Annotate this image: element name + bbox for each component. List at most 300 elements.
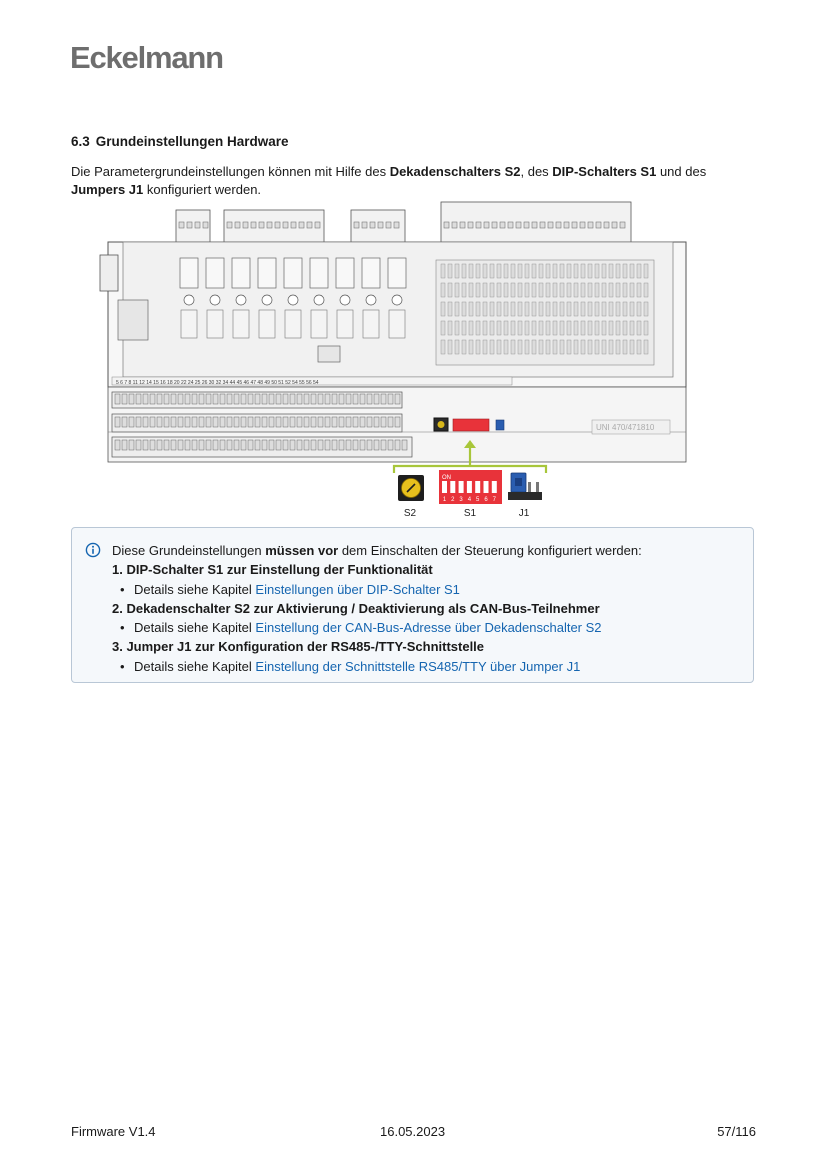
fin	[525, 302, 529, 316]
fin	[476, 302, 480, 316]
terminal-pin	[129, 394, 134, 404]
fin	[462, 264, 466, 278]
fin	[504, 264, 508, 278]
terminal-pin	[234, 394, 239, 404]
fin	[441, 321, 445, 335]
terminal-pin	[388, 417, 393, 427]
fin	[511, 340, 515, 354]
fin	[476, 340, 480, 354]
fin	[644, 283, 648, 297]
fin	[630, 321, 634, 335]
fin	[441, 340, 445, 354]
fin	[539, 321, 543, 335]
fin	[448, 340, 452, 354]
fin	[546, 283, 550, 297]
fin	[616, 302, 620, 316]
fin	[476, 321, 480, 335]
fin	[609, 340, 613, 354]
terminal-pin	[378, 222, 383, 228]
dip-switch-s1-zoom	[439, 470, 502, 504]
brand-logo: Eckelmann	[70, 40, 223, 75]
info-content	[112, 541, 642, 676]
terminal-pin	[548, 222, 553, 228]
fin	[581, 321, 585, 335]
terminal-pin	[199, 440, 204, 450]
terminal-pin	[199, 417, 204, 427]
terminal-pin	[508, 222, 513, 228]
terminal-pin	[394, 222, 399, 228]
fin	[490, 340, 494, 354]
fin	[623, 302, 627, 316]
info-item-detail	[112, 618, 642, 637]
fin	[539, 264, 543, 278]
terminal-pin	[604, 222, 609, 228]
info-intro-bold: müssen vor	[265, 543, 339, 558]
terminal-pin	[492, 222, 497, 228]
relay	[336, 258, 354, 288]
terminal-pin	[206, 394, 211, 404]
terminal-pin	[612, 222, 617, 228]
fin	[637, 321, 641, 335]
fin	[609, 321, 613, 335]
fin	[518, 283, 522, 297]
fin	[588, 283, 592, 297]
terminal-pin	[164, 440, 169, 450]
terminal-pin	[395, 394, 400, 404]
relay	[284, 258, 302, 288]
dip-number: 6	[484, 497, 488, 503]
section-title: Grundeinstellungen Hardware	[95, 134, 289, 149]
fin	[504, 321, 508, 335]
fin	[609, 302, 613, 316]
terminal-pin	[299, 222, 304, 228]
terminal-pin	[115, 440, 120, 450]
fin	[553, 264, 557, 278]
dip-number: 7	[492, 497, 496, 503]
detail-text: Details siehe Kapitel	[134, 581, 256, 597]
fin	[567, 283, 571, 297]
terminal-pin	[157, 394, 162, 404]
fin	[532, 264, 536, 278]
terminal-pin	[325, 417, 330, 427]
bullet: •	[120, 658, 125, 674]
info-item-heading: 2. Dekadenschalter S2 zur Aktivierung / Deaktivierung als CAN-Bus-Teilnehmer	[112, 600, 600, 616]
fin	[602, 283, 606, 297]
relay-screw	[392, 295, 402, 305]
fin	[581, 302, 585, 316]
fin	[476, 264, 480, 278]
fin	[616, 340, 620, 354]
relay-screw	[210, 295, 220, 305]
dip-lever	[459, 481, 464, 493]
dip-lever	[492, 481, 497, 493]
fin	[483, 302, 487, 316]
terminal-pin	[346, 394, 351, 404]
fin	[567, 340, 571, 354]
module-label: UNI 470/471810	[596, 423, 655, 432]
fin	[644, 340, 648, 354]
fin	[483, 283, 487, 297]
fin	[504, 302, 508, 316]
terminal-pin	[304, 417, 309, 427]
terminal-pin	[290, 417, 295, 427]
terminal-pin	[283, 222, 288, 228]
terminal-pin	[283, 440, 288, 450]
fin	[609, 264, 613, 278]
fin	[448, 264, 452, 278]
terminal-pin	[227, 417, 232, 427]
terminal-pin	[157, 440, 162, 450]
fin	[511, 283, 515, 297]
fin	[630, 264, 634, 278]
terminal-pin	[269, 394, 274, 404]
fin	[497, 302, 501, 316]
terminal-pin	[304, 394, 309, 404]
decade-switch-s2-zoom	[398, 475, 424, 501]
fin	[616, 264, 620, 278]
fin	[574, 283, 578, 297]
terminal-pin	[185, 440, 190, 450]
terminal-pin	[241, 440, 246, 450]
fin	[504, 340, 508, 354]
relay	[362, 258, 380, 288]
terminal-pin	[325, 394, 330, 404]
terminal-pin	[178, 394, 183, 404]
fin	[588, 302, 592, 316]
info-item-heading: 1. DIP-Schalter S1 zur Einstellung der Funktionalität	[112, 562, 433, 578]
terminal-pin	[187, 222, 192, 228]
relay-screw	[184, 295, 194, 305]
terminal-pin	[360, 440, 365, 450]
fin	[581, 340, 585, 354]
relay	[310, 258, 328, 288]
fin	[574, 264, 578, 278]
fin	[441, 283, 445, 297]
terminal-pin	[620, 222, 625, 228]
relay-body	[181, 310, 197, 338]
terminal-pin	[332, 394, 337, 404]
relay-body	[285, 310, 301, 338]
terminal-pin	[255, 394, 260, 404]
relay-screw	[340, 295, 350, 305]
terminal-pin	[143, 394, 148, 404]
terminal-pin	[171, 440, 176, 450]
terminal-pin	[199, 394, 204, 404]
relay-body	[363, 310, 379, 338]
terminal-pin	[374, 440, 379, 450]
fin	[525, 321, 529, 335]
terminal-pin	[339, 394, 344, 404]
fin	[630, 283, 634, 297]
fin	[602, 302, 606, 316]
dip-number: 3	[459, 497, 463, 503]
terminal-pin	[297, 394, 302, 404]
fin	[553, 302, 557, 316]
fin	[595, 264, 599, 278]
terminal-pin	[192, 394, 197, 404]
terminal-pin	[195, 222, 200, 228]
terminal-pin	[283, 394, 288, 404]
fin	[588, 340, 592, 354]
terminal-pin	[243, 222, 248, 228]
terminal-number-strip: 5 6 7 8 11 12 14 15 16 18 20 22 24 25 26 30 32 34 44 45 46 47 48 49 50 51 52 54 55 56 54	[116, 380, 319, 386]
terminal-pin	[143, 440, 148, 450]
terminal-pin	[468, 222, 473, 228]
fin	[546, 321, 550, 335]
terminal-pin	[150, 440, 155, 450]
jumper-j1-board	[496, 420, 504, 430]
terminal-pin	[157, 417, 162, 427]
dip-number: 5	[476, 497, 480, 503]
fin	[448, 283, 452, 297]
fin	[567, 321, 571, 335]
fin	[560, 321, 564, 335]
fin	[539, 283, 543, 297]
relay	[232, 258, 250, 288]
fin	[490, 283, 494, 297]
fin	[462, 302, 466, 316]
fin	[490, 264, 494, 278]
terminal-pin	[251, 222, 256, 228]
fin	[483, 321, 487, 335]
terminal-pin	[381, 440, 386, 450]
fin	[553, 321, 557, 335]
terminal-pin	[588, 222, 593, 228]
terminal-pin	[213, 440, 218, 450]
callout-s2-label: S2	[403, 508, 417, 519]
terminal-pin	[311, 394, 316, 404]
terminal-pin	[227, 394, 232, 404]
terminal-pin	[386, 222, 391, 228]
terminal-pin	[556, 222, 561, 228]
terminal-pin	[367, 394, 372, 404]
terminal-pin	[227, 440, 232, 450]
link-schnittstelle-rs485[interactable]: Einstellung der Schnittstelle RS485/TTY über Jumper J1	[255, 658, 581, 674]
fin	[455, 321, 459, 335]
link-dip-schalter-s1[interactable]: Einstellungen über DIP-Schalter S1	[255, 581, 460, 597]
dip-number: 2	[451, 497, 455, 503]
terminal-pin	[122, 440, 127, 450]
terminal-pin	[297, 417, 302, 427]
terminal-pin	[360, 417, 365, 427]
terminal-pin	[275, 222, 280, 228]
terminal-pin	[276, 440, 281, 450]
terminal-pin	[346, 440, 351, 450]
footer-page-number: 57/116	[717, 1124, 756, 1139]
decade-switch-s2-dial	[438, 421, 445, 428]
fin	[518, 321, 522, 335]
terminal-pin	[185, 417, 190, 427]
fin	[546, 302, 550, 316]
terminal-pin	[262, 440, 267, 450]
fin	[553, 283, 557, 297]
fin	[560, 340, 564, 354]
terminal-pin	[354, 222, 359, 228]
section-heading	[71, 134, 289, 149]
fin	[595, 340, 599, 354]
terminal-pin	[484, 222, 489, 228]
fin	[469, 264, 473, 278]
terminal-pin	[143, 417, 148, 427]
terminal-pin	[136, 417, 141, 427]
fin	[637, 264, 641, 278]
terminal-pin	[395, 417, 400, 427]
fin	[518, 340, 522, 354]
fin	[469, 321, 473, 335]
intro-paragraph	[71, 163, 761, 199]
terminal-pin	[353, 394, 358, 404]
info-box	[71, 527, 754, 683]
terminal-pin	[259, 222, 264, 228]
fin	[490, 321, 494, 335]
fin	[497, 283, 501, 297]
relay-screw	[314, 295, 324, 305]
relay-screw	[236, 295, 246, 305]
terminal-pin	[311, 440, 316, 450]
terminal-pin	[234, 440, 239, 450]
fin	[469, 340, 473, 354]
fin	[525, 340, 529, 354]
fin	[595, 321, 599, 335]
fin	[581, 264, 585, 278]
fin	[448, 321, 452, 335]
hardware-figure	[96, 200, 688, 520]
terminal-pin	[269, 417, 274, 427]
terminal-pin	[213, 394, 218, 404]
fin	[532, 283, 536, 297]
detail-text: Details siehe Kapitel	[134, 620, 256, 636]
bullet: •	[120, 620, 125, 636]
dip-on-label: ON	[442, 475, 451, 481]
fin	[637, 283, 641, 297]
info-item-detail	[112, 657, 642, 676]
terminal-pin	[304, 440, 309, 450]
fin	[595, 302, 599, 316]
terminal-pin	[532, 222, 537, 228]
fin	[504, 283, 508, 297]
fin	[602, 264, 606, 278]
info-item-heading: 3. Jumper J1 zur Konfiguration der RS485-/TTY-Schnittstelle	[112, 639, 485, 655]
fin	[644, 321, 648, 335]
link-can-bus-adresse[interactable]: Einstellung der CAN-Bus-Adresse über Dekadenschalter S2	[255, 620, 602, 636]
fin	[539, 302, 543, 316]
fin	[567, 264, 571, 278]
fin	[511, 321, 515, 335]
fin	[490, 302, 494, 316]
fin	[532, 302, 536, 316]
terminal-pin	[220, 394, 225, 404]
terminal-pin	[388, 394, 393, 404]
terminal-pin	[318, 394, 323, 404]
dip-number: 4	[467, 497, 472, 503]
fin	[525, 283, 529, 297]
fin	[616, 283, 620, 297]
terminal-pin	[339, 440, 344, 450]
fin	[616, 321, 620, 335]
terminal-pin	[307, 222, 312, 228]
terminal-pin	[516, 222, 521, 228]
fin	[644, 264, 648, 278]
relay-body	[259, 310, 275, 338]
fin	[497, 340, 501, 354]
fin	[560, 264, 564, 278]
fin	[539, 340, 543, 354]
terminal-pin	[476, 222, 481, 228]
terminal-pin	[248, 417, 253, 427]
intro-text: , des	[520, 164, 553, 179]
fin	[602, 340, 606, 354]
intro-bold-s2: Dekadenschalters S2	[389, 164, 521, 179]
fin	[511, 264, 515, 278]
fin	[525, 264, 529, 278]
fin	[588, 264, 592, 278]
terminal-pin	[235, 222, 240, 228]
terminal-pin	[276, 417, 281, 427]
relay	[180, 258, 198, 288]
fin	[574, 321, 578, 335]
relay-screw	[288, 295, 298, 305]
terminal-pin	[255, 440, 260, 450]
dip-lever	[450, 481, 455, 493]
terminal-pin	[164, 417, 169, 427]
callout-j1-label: J1	[518, 508, 530, 519]
fin	[441, 264, 445, 278]
terminal-pin	[179, 222, 184, 228]
terminal-pin	[367, 417, 372, 427]
terminal-pin	[192, 440, 197, 450]
terminal-pin	[444, 222, 449, 228]
section-number: 6.3	[71, 134, 90, 149]
intro-bold-j1: Jumpers J1	[71, 182, 144, 197]
relay-body	[207, 310, 223, 338]
terminal-pin	[150, 394, 155, 404]
detail-text: Details siehe Kapitel	[134, 658, 256, 674]
terminal-pin	[353, 440, 358, 450]
fin	[602, 321, 606, 335]
fin	[644, 302, 648, 316]
relay-body	[233, 310, 249, 338]
terminal-pin	[276, 394, 281, 404]
terminal-pin	[178, 417, 183, 427]
terminal-pin	[395, 440, 400, 450]
fin	[560, 302, 564, 316]
dip-lever	[442, 481, 447, 493]
terminal-pin	[248, 440, 253, 450]
terminal-pin	[360, 394, 365, 404]
terminal-pin	[381, 394, 386, 404]
terminal-pin	[500, 222, 505, 228]
dip-lever	[475, 481, 480, 493]
terminal-pin	[129, 417, 134, 427]
terminal-pin	[262, 394, 267, 404]
fin	[532, 340, 536, 354]
fin	[574, 340, 578, 354]
terminal-pin	[332, 440, 337, 450]
fin	[595, 283, 599, 297]
fin	[574, 302, 578, 316]
terminal-pin	[241, 417, 246, 427]
fin	[560, 283, 564, 297]
fin	[546, 264, 550, 278]
fin	[455, 264, 459, 278]
fin	[483, 340, 487, 354]
terminal-pin	[220, 417, 225, 427]
intro-bold-s1: DIP-Schalters S1	[552, 164, 657, 179]
terminal-pin	[388, 440, 393, 450]
controller-drawing	[96, 200, 688, 520]
callout-s1-label: S1	[463, 508, 477, 519]
fin	[462, 283, 466, 297]
